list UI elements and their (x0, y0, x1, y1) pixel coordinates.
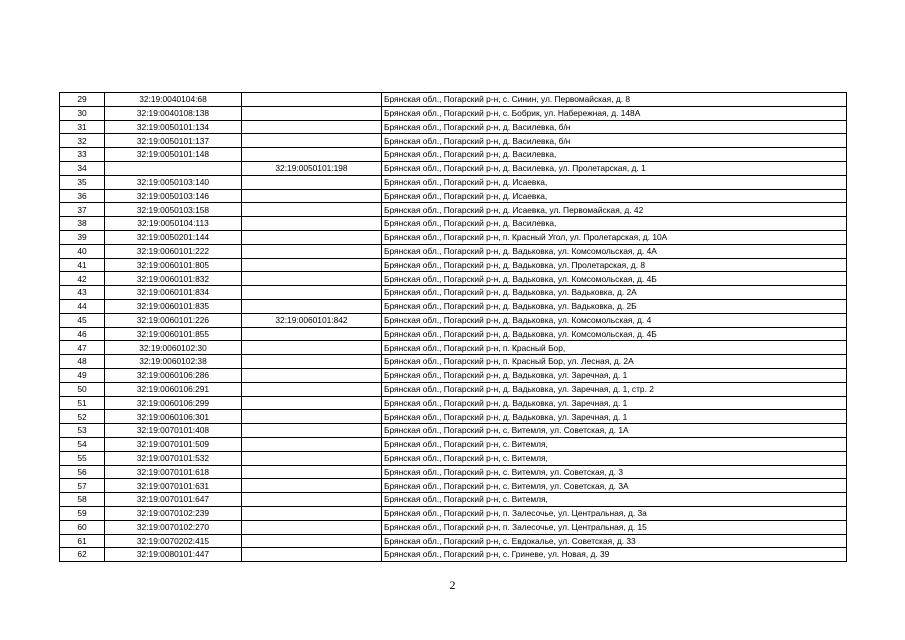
cadastral-number-cell: 32:19:0060101:835 (105, 299, 242, 313)
table-row (60, 479, 847, 493)
row-number-cell: 38 (60, 217, 105, 231)
table-row (60, 106, 847, 120)
row-number-cell: 44 (60, 299, 105, 313)
table-row (60, 217, 847, 231)
address-cell: Брянская обл., Погарский р-н, п. Красный Бор, ул. Лесная, д. 2А (382, 355, 847, 369)
related-cadastral-number-cell (242, 217, 382, 231)
row-number-cell: 48 (60, 355, 105, 369)
address-cell: Брянская обл., Погарский р-н, д. Исаевка, ул. Первомайская, д. 42 (382, 203, 847, 217)
cadastral-number-cell: 32:19:0070202:415 (105, 534, 242, 548)
table-row (60, 327, 847, 341)
related-cadastral-number-cell (242, 175, 382, 189)
row-number-cell: 34 (60, 161, 105, 175)
cadastral-number-cell: 32:19:0060101:805 (105, 258, 242, 272)
row-number-cell: 51 (60, 396, 105, 410)
row-number-cell: 56 (60, 465, 105, 479)
address-cell: Брянская обл., Погарский р-н, п. Красный Угол, ул. Пролетарская, д. 10А (382, 230, 847, 244)
cadastral-number-cell: 32:19:0070101:618 (105, 465, 242, 479)
related-cadastral-number-cell: 32:19:0060101:842 (242, 313, 382, 327)
row-number-cell: 42 (60, 272, 105, 286)
address-cell: Брянская обл., Погарский р-н, д. Вадьковка, ул. Комсомольская, д. 4Б (382, 272, 847, 286)
address-cell: Брянская обл., Погарский р-н, д. Исаевка, (382, 189, 847, 203)
table-row (60, 286, 847, 300)
row-number-cell: 53 (60, 424, 105, 438)
related-cadastral-number-cell (242, 203, 382, 217)
cadastral-number-cell: 32:19:0050101:134 (105, 120, 242, 134)
cadastral-number-cell: 32:19:0050201:144 (105, 230, 242, 244)
cadastral-number-cell: 32:19:0060101:832 (105, 272, 242, 286)
cadastral-number-cell: 32:19:0070102:239 (105, 506, 242, 520)
cadastral-number-cell: 32:19:0060106:299 (105, 396, 242, 410)
cadastral-number-cell: 32:19:0050101:148 (105, 148, 242, 162)
row-number-cell: 32 (60, 134, 105, 148)
table-row (60, 148, 847, 162)
row-number-cell: 61 (60, 534, 105, 548)
related-cadastral-number-cell (242, 479, 382, 493)
row-number-cell: 57 (60, 479, 105, 493)
row-number-cell: 59 (60, 506, 105, 520)
table-row (60, 272, 847, 286)
property-table (59, 92, 847, 562)
table-row (60, 493, 847, 507)
table-row (60, 341, 847, 355)
table-row (60, 534, 847, 548)
related-cadastral-number-cell (242, 299, 382, 313)
cadastral-number-cell: 32:19:0060101:222 (105, 244, 242, 258)
address-cell: Брянская обл., Погарский р-н, с. Витемля, (382, 451, 847, 465)
table-row (60, 175, 847, 189)
related-cadastral-number-cell (242, 93, 382, 107)
related-cadastral-number-cell (242, 120, 382, 134)
related-cadastral-number-cell (242, 437, 382, 451)
related-cadastral-number-cell (242, 368, 382, 382)
related-cadastral-number-cell (242, 327, 382, 341)
cadastral-number-cell: 32:19:0070101:509 (105, 437, 242, 451)
row-number-cell: 62 (60, 548, 105, 562)
table-row (60, 382, 847, 396)
row-number-cell: 29 (60, 93, 105, 107)
related-cadastral-number-cell (242, 286, 382, 300)
address-cell: Брянская обл., Погарский р-н, с. Евдокалье, ул. Советская, д. 33 (382, 534, 847, 548)
related-cadastral-number-cell (242, 424, 382, 438)
row-number-cell: 35 (60, 175, 105, 189)
row-number-cell: 47 (60, 341, 105, 355)
address-cell: Брянская обл., Погарский р-н, с. Витемля, (382, 493, 847, 507)
table-row (60, 506, 847, 520)
cadastral-number-cell: 32:19:0050103:146 (105, 189, 242, 203)
related-cadastral-number-cell (242, 493, 382, 507)
table-row (60, 355, 847, 369)
cadastral-number-cell: 32:19:0050104:113 (105, 217, 242, 231)
table-body (60, 93, 847, 562)
row-number-cell: 52 (60, 410, 105, 424)
row-number-cell: 31 (60, 120, 105, 134)
cadastral-number-cell: 32:19:0060102:30 (105, 341, 242, 355)
cadastral-number-cell: 32:19:0070101:408 (105, 424, 242, 438)
related-cadastral-number-cell (242, 534, 382, 548)
table-row (60, 189, 847, 203)
row-number-cell: 41 (60, 258, 105, 272)
related-cadastral-number-cell (242, 272, 382, 286)
cadastral-number-cell: 32:19:0060101:834 (105, 286, 242, 300)
related-cadastral-number-cell (242, 230, 382, 244)
related-cadastral-number-cell (242, 355, 382, 369)
address-cell: Брянская обл., Погарский р-н, д. Василевка, ул. Пролетарская, д. 1 (382, 161, 847, 175)
cadastral-number-cell: 32:19:0060101:226 (105, 313, 242, 327)
related-cadastral-number-cell (242, 548, 382, 562)
row-number-cell: 30 (60, 106, 105, 120)
address-cell: Брянская обл., Погарский р-н, с. Синин, ул. Первомайская, д. 8 (382, 93, 847, 107)
address-cell: Брянская обл., Погарский р-н, п. Красный Бор, (382, 341, 847, 355)
related-cadastral-number-cell (242, 244, 382, 258)
cadastral-number-cell: 32:19:0050101:137 (105, 134, 242, 148)
row-number-cell: 33 (60, 148, 105, 162)
cadastral-number-cell: 32:19:0050103:158 (105, 203, 242, 217)
related-cadastral-number-cell (242, 396, 382, 410)
related-cadastral-number-cell (242, 506, 382, 520)
table-row (60, 368, 847, 382)
address-cell: Брянская обл., Погарский р-н, д. Вадьковка, ул. Вадьковка, д. 2А (382, 286, 847, 300)
row-number-cell: 60 (60, 520, 105, 534)
table-row (60, 134, 847, 148)
table-row (60, 244, 847, 258)
row-number-cell: 37 (60, 203, 105, 217)
address-cell: Брянская обл., Погарский р-н, д. Василевка, (382, 148, 847, 162)
cadastral-number-cell: 32:19:0050103:140 (105, 175, 242, 189)
address-cell: Брянская обл., Погарский р-н, д. Вадьковка, ул. Заречная, д. 1 (382, 368, 847, 382)
row-number-cell: 43 (60, 286, 105, 300)
address-cell: Брянская обл., Погарский р-н, с. Витемля, ул. Советская, д. 1А (382, 424, 847, 438)
related-cadastral-number-cell (242, 148, 382, 162)
related-cadastral-number-cell (242, 106, 382, 120)
table-row (60, 120, 847, 134)
table-row (60, 93, 847, 107)
row-number-cell: 55 (60, 451, 105, 465)
address-cell: Брянская обл., Погарский р-н, д. Исаевка, (382, 175, 847, 189)
table-row (60, 203, 847, 217)
table-row (60, 161, 847, 175)
cadastral-number-cell: 32:19:0060102:38 (105, 355, 242, 369)
related-cadastral-number-cell (242, 520, 382, 534)
table-row (60, 313, 847, 327)
row-number-cell: 36 (60, 189, 105, 203)
cadastral-number-cell: 32:19:0060106:301 (105, 410, 242, 424)
cadastral-number-cell: 32:19:0060106:286 (105, 368, 242, 382)
table-row (60, 451, 847, 465)
related-cadastral-number-cell (242, 134, 382, 148)
address-cell: Брянская обл., Погарский р-н, д. Вадьковка, ул. Комсомольская, д. 4 (382, 313, 847, 327)
table-row (60, 424, 847, 438)
address-cell: Брянская обл., Погарский р-н, д. Василевка, б/н (382, 120, 847, 134)
row-number-cell: 39 (60, 230, 105, 244)
table-row (60, 410, 847, 424)
address-cell: Брянская обл., Погарский р-н, д. Вадьковка, ул. Заречная, д. 1, стр. 2 (382, 382, 847, 396)
table-row (60, 548, 847, 562)
row-number-cell: 45 (60, 313, 105, 327)
row-number-cell: 54 (60, 437, 105, 451)
row-number-cell: 50 (60, 382, 105, 396)
address-cell: Брянская обл., Погарский р-н, д. Вадьковка, ул. Комсомольская, д. 4А (382, 244, 847, 258)
cadastral-number-cell: 32:19:0040104:68 (105, 93, 242, 107)
address-cell: Брянская обл., Погарский р-н, д. Вадьковка, ул. Заречная, д. 1 (382, 396, 847, 410)
cadastral-number-cell: 32:19:0070102:270 (105, 520, 242, 534)
address-cell: Брянская обл., Погарский р-н, д. Вадьковка, ул. Вадьковка, д. 2Б (382, 299, 847, 313)
cadastral-number-cell: 32:19:0060106:291 (105, 382, 242, 396)
page-number: 2 (449, 578, 456, 592)
cadastral-number-cell (105, 161, 242, 175)
table-row (60, 396, 847, 410)
table-row (60, 230, 847, 244)
row-number-cell: 49 (60, 368, 105, 382)
related-cadastral-number-cell (242, 382, 382, 396)
cadastral-number-cell: 32:19:0040108:138 (105, 106, 242, 120)
cadastral-number-cell: 32:19:0070101:631 (105, 479, 242, 493)
address-cell: Брянская обл., Погарский р-н, д. Вадьковка, ул. Пролетарская, д. 8 (382, 258, 847, 272)
address-cell: Брянская обл., Погарский р-н, д. Вадьковка, ул. Комсомольская, д. 4Б (382, 327, 847, 341)
related-cadastral-number-cell (242, 258, 382, 272)
cadastral-number-cell: 32:19:0070101:647 (105, 493, 242, 507)
table-row (60, 437, 847, 451)
cadastral-number-cell: 32:19:0060101:855 (105, 327, 242, 341)
cadastral-number-cell: 32:19:0080101:447 (105, 548, 242, 562)
row-number-cell: 40 (60, 244, 105, 258)
table-row (60, 465, 847, 479)
address-cell: Брянская обл., Погарский р-н, с. Бобрик, ул. Набережная, д. 148А (382, 106, 847, 120)
table-row (60, 520, 847, 534)
address-cell: Брянская обл., Погарский р-н, с. Витемля, ул. Советская, д. 3А (382, 479, 847, 493)
address-cell: Брянская обл., Погарский р-н, с. Гриневе, ул. Новая, д. 39 (382, 548, 847, 562)
address-cell: Брянская обл., Погарский р-н, с. Витемля, ул. Советская, д. 3 (382, 465, 847, 479)
related-cadastral-number-cell (242, 410, 382, 424)
related-cadastral-number-cell: 32:19:0050101:198 (242, 161, 382, 175)
related-cadastral-number-cell (242, 465, 382, 479)
related-cadastral-number-cell (242, 341, 382, 355)
address-cell: Брянская обл., Погарский р-н, д. Вадьковка, ул. Заречная, д. 1 (382, 410, 847, 424)
address-cell: Брянская обл., Погарский р-н, д. Василевка, (382, 217, 847, 231)
address-cell: Брянская обл., Погарский р-н, п. Залесочье, ул. Центральная, д. 3а (382, 506, 847, 520)
address-cell: Брянская обл., Погарский р-н, с. Витемля, (382, 437, 847, 451)
table-row (60, 299, 847, 313)
table-row (60, 258, 847, 272)
row-number-cell: 46 (60, 327, 105, 341)
address-cell: Брянская обл., Погарский р-н, п. Залесочье, ул. Центральная, д. 15 (382, 520, 847, 534)
related-cadastral-number-cell (242, 189, 382, 203)
related-cadastral-number-cell (242, 451, 382, 465)
cadastral-number-cell: 32:19:0070101:532 (105, 451, 242, 465)
row-number-cell: 58 (60, 493, 105, 507)
address-cell: Брянская обл., Погарский р-н, д. Василевка, б/н (382, 134, 847, 148)
